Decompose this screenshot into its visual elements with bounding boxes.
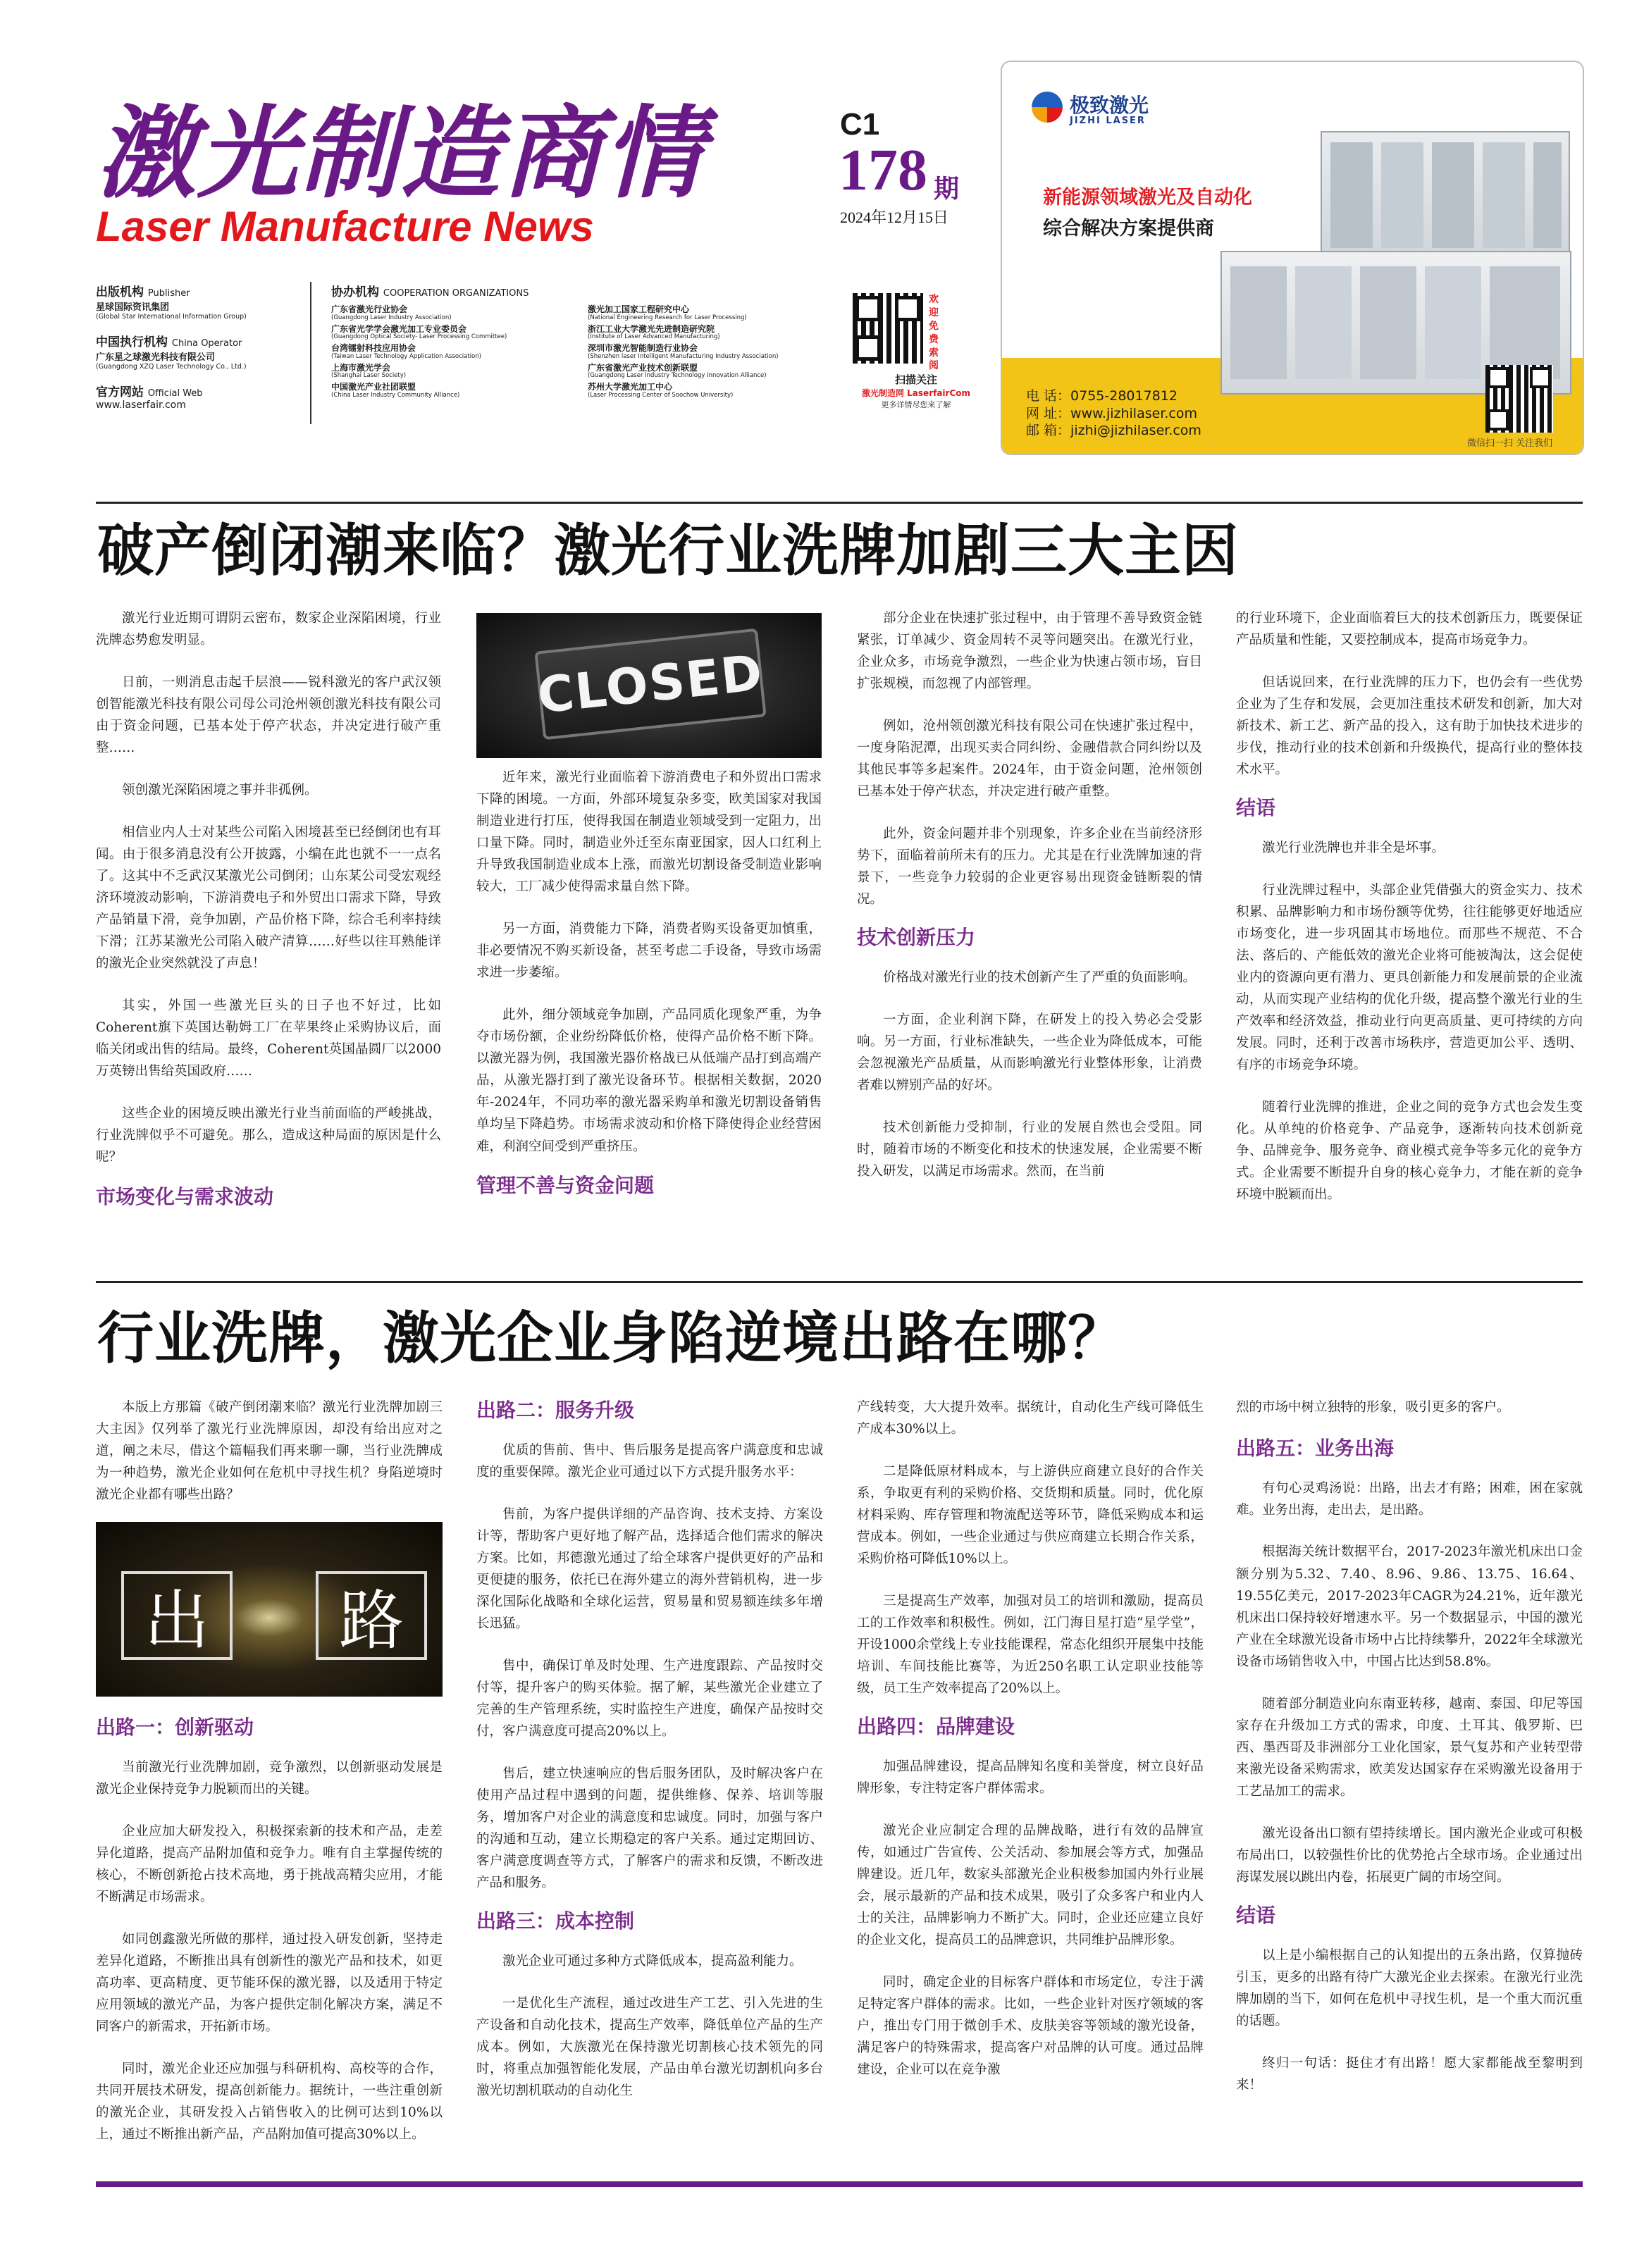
section-heading: 市场变化与需求波动 — [96, 1184, 274, 1208]
publisher-label-en: Publisher — [147, 288, 190, 299]
coop-item: 激光加工国家工程研究中心 (National Engineering Research for Laser Processing) — [588, 304, 747, 321]
operator-label: 中国执行机构 — [96, 335, 168, 349]
qr-caption — [846, 372, 987, 410]
closed-sign-photo — [476, 613, 822, 758]
coop-item: 台湾镭射科技应用协会 (Taiwan Laser Technology Application Association) — [331, 343, 481, 360]
article2-col4: 烈的市场中树立独特的形象，吸引更多的客户。 出路五：业务出海 有句心灵鸡汤说：出路，出去才有路；困难，困在家就难。业务出海，走出去，是出路。 根据海关统计数据平台，2017-2023年激光机床出口金额分别为5.32、7.40、8.96、9.86、13.75、16.64、19.55亿美元，2017-2023年CAGR为24.21%，近年激光机床出口保持较好增速水平。另一个数据显示，中国的激光产业在全球激光设备市场中占比持续攀升，2022年全球激光设备市场销售收入中，中国占比达到58.8%。 随着部分制造业向东南亚转移，越南、泰国、印尼等国家存在升级加工方式的需求，印度、土耳其、俄罗斯、巴西、墨西哥及非洲部分工业化国家，景气复苏和产业转型带来激光设备采购需求，欧美发达国家存在采购激光设备用于工艺品加工的需求。 激光设备出口额有望持续增长。国内激光企业或可积极布局出口，以较强性价比的优势抢占全球市场。企业通过出海谋发展以跳出内卷，拓展更广阔的市场空间。 结语 以上是小编根据自己的认知提出的五条出路，仅算抛砖引玉，更多的出路有待广大激光企业去探索。在激光行业洗牌加剧的当下，如何在危机中寻找生机，是一个重大而沉重的话题。 终归一句话：挺住才有出路！愿大家都能战至黎明到来！ — [1236, 1400, 1583, 2093]
tunnel-char-1: 出 — [121, 1571, 233, 1660]
coop-item: 广东省激光行业协会 (Guangdong Laser Industry Association) — [331, 304, 452, 321]
masthead-title-cn: 激光制造商情 — [96, 96, 705, 212]
qr-more: 更多详情尽您来了解 — [881, 400, 951, 409]
article1-col2: 近年来，激光行业面临着下游消费电子和外贸出口需求下降的困境。一方面，外部环境复杂多变，欧美国家对我国制造业进行打压，使得我国在制造业领域受到一定阻力，出口量下降。同时，制造业外迁至东南亚国家，因人口红利上升导致我国制造业成本上涨，而激光切割设备受制造业影响较大，工厂减少使得需求量自然下降。 另一方面，消费能力下降，消费者购买设备更加慎重，非必要情况不购买新设备，甚至考虑二手设备，导致市场需求进一步萎缩。 此外，细分领域竞争加剧，产品同质化现象严重，为争夺市场份额，企业纷纷降低价格，使得产品价格不断下降。以激光器为例，我国激光器价格战已从低端产品打到高端产品，从激光器打到了激光设备环节。根据相关数据，2020年-2024年，不同功率的激光器采购单和激光切割设备销售单均呈下降趋势。市场需求波动和价格下降使得企业经营困难，利润空间受到严重挤压。 管理不善与资金问题 — [476, 767, 822, 1215]
section-heading: 管理不善与资金问题 — [476, 1174, 655, 1198]
article1-col3: 部分企业在快速扩张过程中，由于管理不善导致资金链紧张，订单减少、资金周转不灵等问题突出。在激光行业，企业众多，市场竞争激烈，一些企业为快速占领市场，盲目扩张规模，而忽视了内部管理。 例如，沧州领创激光科技有限公司在快速扩张过程中，一度身陷泥潭，出现买卖合同纠纷、金融借款合同纠纷以及其他民事等多起案件。2024年，由于资金问题，沧州领创已基本处于停产状态，并决定进行破产重整。 此外，资金问题并非个别现象，许多企业在当前经济形势下，面临着前所未有的压力。尤其是在行业洗牌加速的背景下，一些竞争力较弱的企业更容易出现资金链断裂的情况。 技术创新压力 价格战对激光行业的技术创新产生了严重的负面影响。 一方面，企业利润下降，在研发上的投入势必会受影响。另一方面，行业标准缺失，一些企业为降低成本，可能会忽视激光产品质量，从而影响激光行业整体形象，让消费者难以辨别产品的好坏。 技术创新能力受抑制，行业的发展自然也会受阻。同时，随着市场的不断变化和技术的快速发展，企业需要不断投入研发，以满足市场需求。然而，在当前 — [857, 611, 1202, 1179]
cooperation-label-en: COOPERATION ORGANIZATIONS — [383, 288, 529, 299]
issue-date: 2024年12月15日 — [840, 209, 949, 226]
article2-col3: 产线转变，大大提升效率。据统计，自动化生产线可降低生产成本30%以上。 二是降低原材料成本，与上游供应商建立良好的合作关系，争取更有利的采购价格、交货期和质量。同时，优化原材料采购、库存管理和物流配送等环节，降低采购成本和运营成本。例如，一些企业通过与供应商建立长期合作关系，采购价格可降低10%以上。 三是提高生产效率，加强对员工的培训和激励，提高员工的工作效率和积极性。例如，江门海目星打造“星学堂”，开设1000余堂线上专业技能课程，常态化组织开展集中技能培训、车间技能比赛等，为近250名职工认定职业技能等级，员工生产效率提高了20%以上。 出路四：品牌建设 加强品牌建设，提高品牌知名度和美誉度，树立良好品牌形象，专注特定客户群体需求。 激光企业应制定合理的品牌战略，进行有效的品牌宣传，如通过广告宣传、公关活动、参加展会等方式，加强品牌建设。近几年，数家头部激光企业积极参加国内外行业展会，展示最新的产品和技术成果，吸引了众多客户和业内人士的关注，品牌影响力不断扩大。同时，企业还应建立良好的企业文化，提高员工的品牌意识，共同维护品牌形象。 同时，确定企业的目标客户群体和市场定位，专注于满足特定客户群体的需求。比如，一些企业针对医疗领域的客户，推出专门用于微创手术、皮肤美容等领域的激光设备，满足客户的特殊需求，提高客户对品牌的认可度。通过品牌建设，企业可以在竞争激 — [857, 1400, 1204, 2078]
coop-item: 广东省光学学会激光加工专业委员会 (Guangdong Optical Society- Laser Processing Committee) — [331, 323, 507, 341]
publisher-label: 出版机构 — [96, 285, 144, 299]
tunnel-char-2: 路 — [316, 1571, 427, 1660]
jizhi-logo-icon — [1032, 92, 1063, 123]
ad-brand-en: JIZHI LASER — [1070, 116, 1146, 126]
coop-item: 深圳市激光智能制造行业协会 (Shenzhen laser Intelligent Manufacturing Industry Association) — [588, 343, 779, 360]
rule — [96, 1281, 1583, 1283]
article2-col2: 出路二：服务升级 优质的售前、售中、售后服务是提高客户满意度和忠诚度的重要保障。激光企业可通过以下方式提升服务水平： 售前，为客户提供详细的产品咨询、技术支持、方案设计等，帮助客户更好地了解产品，选择适合他们需求的解决方案。比如，邦德激光通过了给全球客户提供更好的产品和更便捷的服务，依托已在海外建立的海外营销机构，进一步深化国际化战略和全球化运营，贸易量和贸易额连续多年增长迅猛。 售中，确保订单及时处理、生产进度跟踪、产品按时交付等，提升客户的购买体验。据了解，某些激光企业建立了完善的生产管理系统，实时监控生产进度，确保产品按时交付，客户满意度可提高20%以上。 售后，建立快速响应的售后服务团队，及时解决客户在使用产品过程中遇到的问题，提供维修、保养、培训等服务，增加客户对企业的满意度和忠诚度。同时，加强与客户的沟通和互动，建立长期稳定的客户关系。通过定期回访、客户满意度调查等方式，了解客户的需求和反馈，不断改进产品和服务。 出路三：成本控制 激光企业可通过多种方式降低成本，提高盈利能力。 一是优化生产流程，通过改进生产工艺、引入先进的生产设备和自动化技术，提高生产效率，降低单位产品的生产成本。例如，大族激光在保持激光切割核心技术领先的同时，将重点加强智能化发展，产品由单台激光切割机向多台激光切割机联动的自动化生 — [476, 1388, 823, 2122]
coop-item: 广东省激光产业技术创新联盟 (Guangdong Laser Industry Technology Innovation Alliance) — [588, 362, 767, 380]
closed-sign-text: CLOSED — [534, 643, 767, 725]
section-heading: 出路五：业务出海 — [1236, 1436, 1395, 1460]
operator-name: 广东星之球激光科技有限公司 — [96, 352, 216, 363]
ad-qr-code-icon[interactable] — [1485, 365, 1553, 433]
section-heading: 技术创新压力 — [857, 926, 976, 950]
qr-scan-label: 扫描关注 — [894, 373, 937, 386]
article1-col1: 激光行业近期可谓阴云密布，数家企业深陷困境，行业洗牌态势愈发明显。 日前，一则消息击起千层浪——锐科激光的客户武汉领创智能激光科技有限公司母公司沧州领创激光科技有限公司由于资金问题，已基本处于停产状态，并决定进行破产重整…… 领创激光深陷困境之事并非孤例。 相信业内人士对某些公司陷入困境甚至已经倒闭也有耳闻。由于很多消息没有公开披露，小编在此也就不一一点名了。这其中不乏武汉某激光公司倒闭；山东某公司受宏观经济环境波动影响，下游消费电子和外贸出口需求下降，导致产品销量下滑，竞争加剧，产品价格下降，综合毛利率持续下滑；江苏某激光公司陷入破产清算……好些以往耳熟能详的激光企业突然就没了声息！ 其实，外国一些激光巨头的日子也不好过，比如Coherent旗下英国达勒姆工厂在苹果终止采购协议后，面临关闭或出售的结局。最终，Coherent英国晶圆厂以2000万英镑出售给英国政府…… 这些企业的困境反映出激光行业当前面临的严峻挑战，行业洗牌似乎不可避免。那么，造成这种局面的原因是什么呢？ 市场变化与需求波动 — [96, 607, 441, 1226]
ad-slogan-2: 综合解决方案提供商 — [1043, 218, 1214, 240]
article1-headline: 破产倒闭潮来临？激光行业洗牌加剧三大主因 — [97, 518, 1239, 583]
ad-email[interactable]: 邮 箱：jizhi@jizhilaser.com — [1026, 423, 1201, 439]
ad-web[interactable]: 网 址：www.jizhilaser.com — [1026, 405, 1198, 421]
ad-slogan-1: 新能源领域激光及自动化 — [1043, 187, 1252, 209]
article2-col1b: 出路一：创新驱动 当前激光行业洗牌加剧，竞争激烈，以创新驱动发展是激光企业保持竞争力脱颖而出的关键。 企业应加大研发投入，积极探索新的技术和产品，走差异化道路，提高产品附加值和竞争力。唯有自主掌握传统的核心，不断创新抢占技术高地，勇于挑战高精尖应用，才能不断满足市场需求。 如同创鑫激光所做的那样，通过投入研发创新，坚持走差异化道路，不断推出具有创新性的激光产品和技术，如更高功率、更高精度、更节能环保的激光器，以及适用于特定应用领域的激光产品，为客户提供定制化解决方案，满足不同客户的新需求，开拓新市场。 同时，激光企业还应加强与科研机构、高校等的合作，共同开展技术研发，提高创新能力。据统计，一些注重创新的激光企业，其研发投入占销售收入的比例可达到10%以上，通过不断推出新产品，产品附加值可提高30%以上。 — [96, 1705, 443, 2166]
tunnel-photo — [96, 1522, 443, 1697]
coop-item: 上海市激光学会 (Shanghai Laser Society) — [331, 362, 407, 380]
cooperation-block — [331, 282, 839, 399]
publisher-name: 星球国际资讯集团 — [96, 302, 170, 313]
masthead-title-en: Laser Manufacture News — [96, 203, 594, 250]
coop-item: 中国激光产业社团联盟 (China Laser Industry Community Alliance) — [331, 382, 460, 399]
operator-label-en: China Operator — [171, 338, 242, 349]
rule — [96, 502, 1583, 504]
publisher-block — [96, 282, 293, 411]
qr-account: 激光制造网 LaserfairCom — [861, 388, 971, 398]
cooperation-label: 协办机构 — [331, 285, 379, 299]
ad-phone: 电 话：0755-28017812 — [1026, 388, 1178, 404]
article1-col4: 的行业环境下，企业面临着巨大的技术创新压力，既要保证产品质量和性能，又要控制成本，提高市场竞争力。 但话说回来，在行业洗牌的压力下，也仍会有一些优势企业为了生存和发展，会更加注重技术研发和创新，加大对新技术、新工艺、新产品的投入，这有助于加快技术进步的步伐，推动行业的技术创新和升级换代，提高行业的整体技术水平。 结语 激光行业洗牌也并非全是坏事。 行业洗牌过程中，头部企业凭借强大的资金实力、技术积累、品牌影响力和市场份额等优势，往往能够更好地适应市场变化，进一步巩固其市场地位。而那些不规范、不合法、落后的、产能低效的激光企业将可能被淘汰，这会促使业内的资源向更有潜力、更具创新能力和发展前景的企业流动，从而实现产业结构的优化升级，提高整个激光行业的生产效率和经济效益，推动业行向更高质量、更可持续的方向发展。同时，还利于改善市场秩序，营造更加公平、透明、有序的市场竞争环境。 随着行业洗牌的推进，企业之间的竞争方式也会发生变化。从单纯的价格竞争、产品竞争，逐渐转向技术创新竞争、品牌竞争、服务竞争、商业模式竞争等多元化的竞争方式。企业需要不断提升自身的核心竞争力，才能在新的竞争环境中脱颖而出。 — [1236, 611, 1583, 1203]
cooperation-left-list — [331, 305, 571, 399]
divider — [310, 282, 311, 424]
laser-machine-illustration — [1321, 131, 1570, 268]
article2-headline: 行业洗牌，激光企业身陷逆境出路在哪？ — [97, 1306, 1125, 1371]
page-code: C1 — [840, 107, 880, 142]
website-label: 官方网站 — [96, 385, 144, 399]
footer-bar — [96, 2181, 1583, 2187]
publisher-name-en: (Global Star International Information Group) — [96, 313, 247, 321]
operator-name-en: (Guangdong XZQ Laser Technology Co., Ltd.) — [96, 363, 247, 371]
ad-brand-cn: 极致激光 — [1070, 94, 1149, 117]
qr-code-icon[interactable] — [853, 293, 923, 364]
website-label-en: Official Web — [147, 388, 203, 399]
issue-number: 178 — [839, 137, 927, 203]
section-heading: 出路一：创新驱动 — [96, 1716, 254, 1739]
section-heading: 结语 — [1236, 796, 1276, 820]
article2-col1: 本版上方那篇《破产倒闭潮来临？激光行业洗牌加剧三大主因》仅列举了激光行业洗牌原因，却没有给出应对之道，阐之未尽，借这个篇幅我们再来聊一聊，当行业洗牌成为一种趋势，激光企业如何在危机中寻找生机？身陷逆境时激光企业都有哪些出路？ — [96, 1400, 443, 1503]
issue-unit: 期 — [934, 175, 960, 204]
coop-item: 苏州大学激光加工中心 (Laser Processing Center of Soochow University) — [588, 382, 734, 399]
qr-side-text: 欢迎免费索阅 — [929, 294, 939, 372]
coop-item: 浙江工业大学激光先进制造研究院 (Institute of Laser Advanced Manufacturing) — [588, 323, 720, 341]
section-heading: 结语 — [1236, 1903, 1276, 1927]
ad-contact — [1026, 388, 1201, 440]
advertisement[interactable] — [1001, 61, 1584, 455]
cooperation-right-list — [588, 305, 827, 399]
ad-wechat: 微信扫一扫 关注我们 — [1467, 438, 1553, 449]
section-heading: 出路三：成本控制 — [476, 1909, 635, 1933]
website-url[interactable]: www.laserfair.com — [96, 399, 186, 411]
section-heading: 出路二：服务升级 — [476, 1399, 635, 1422]
section-heading: 出路四：品牌建设 — [857, 1715, 1015, 1739]
